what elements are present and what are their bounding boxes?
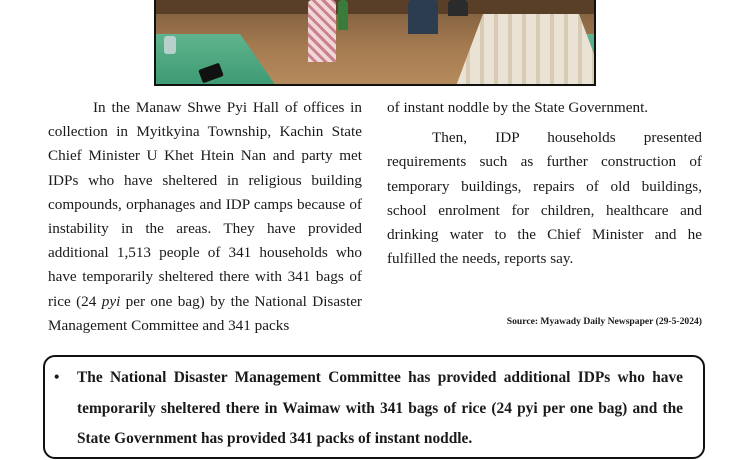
summary-box: [43, 355, 705, 459]
photo-carpet: [456, 14, 596, 86]
photo-stage: [156, 0, 594, 14]
photo-person: [408, 0, 438, 34]
article-text: per one bag) by the National Disaster Management Committee and 341 packs: [48, 292, 362, 334]
article-paragraph: [48, 96, 362, 338]
photo-glass: [164, 36, 176, 54]
summary-text: The National Disaster Management Committee has provided additional IDPs who have temporarily sheltered there in Waimaw with 341 bags of rice (24 pyi per one bag) and the State Government has provided 341 packs of instant noddle.: [77, 369, 683, 447]
summary-item: [54, 363, 683, 455]
article-text: In the Manaw Shwe Pyi Hall of offices in collection in Myitkyina Township, Kachin State Chief Minister U Khet Htein Nan and party met IDPs who have sheltered in religious building compounds, orphanages and IDP camps because of instability in the areas. They have provided additional 1,513 people of 341 households who have temporarily sheltered there with 341 bags of rice (24: [48, 99, 362, 310]
article-italic-text: pyi: [101, 292, 121, 310]
photo-person: [308, 0, 336, 62]
article-paragraph: Then, IDP households presented requirements such as further construction of temporary buildings, repairs of old buildings, school enrolment for children, healthcare and drinking water to the Chief Minister and he fulfilled the needs, reports say.: [387, 129, 702, 268]
article-source: Source: Myawady Daily Newspaper (29-5-2024): [506, 316, 702, 327]
news-photo: [154, 0, 596, 86]
article-right-column: [387, 96, 702, 271]
article-left-column: [48, 96, 362, 338]
photo-person: [338, 0, 348, 30]
article-paragraph-continued: of instant noddle by the State Government.: [387, 99, 649, 116]
summary-list: [45, 357, 703, 455]
bullet-icon: •: [54, 369, 60, 386]
photo-person: [448, 0, 468, 16]
